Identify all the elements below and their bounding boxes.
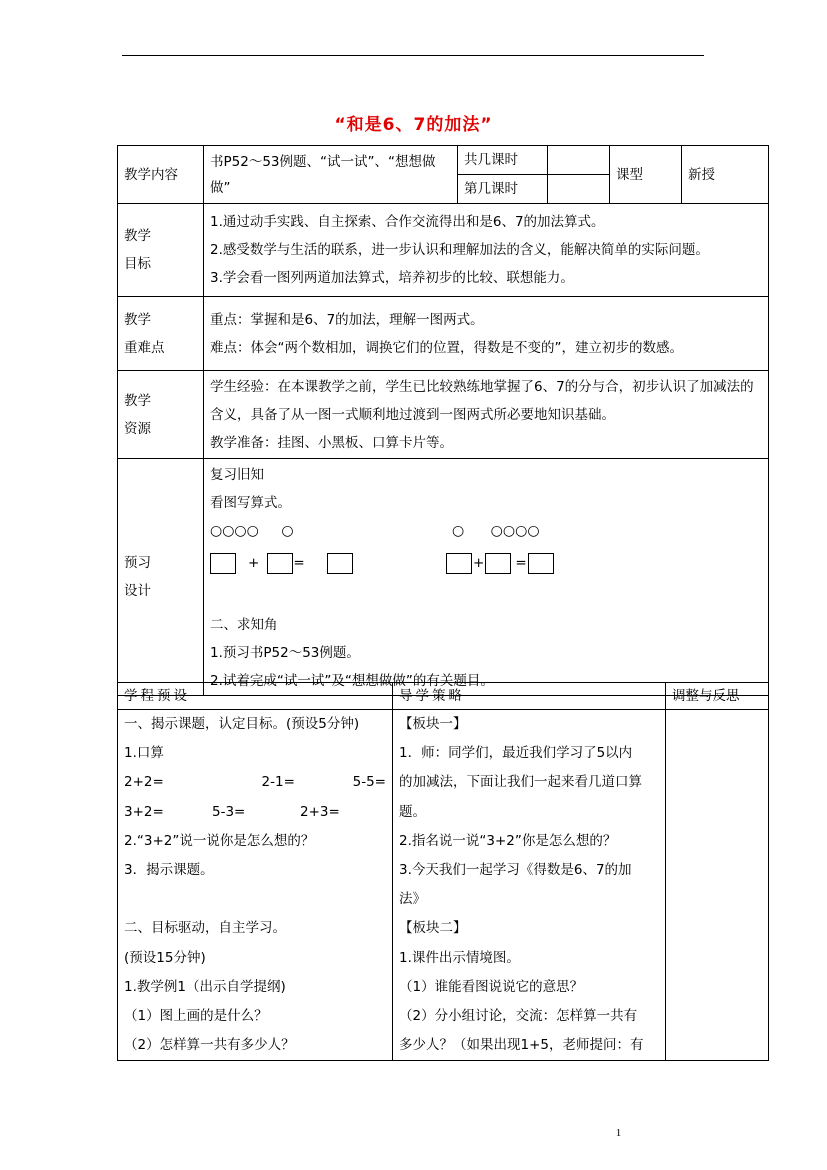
- question-line: 3．揭示课题。: [124, 862, 214, 879]
- goal-line: 3.学会看一图列两道加法算式，培养初步的比较、联想能力。: [210, 270, 574, 286]
- answer-box[interactable]: [267, 553, 293, 574]
- which-hour-label: 第几课时: [458, 175, 548, 204]
- oral-item: 5-5=: [352, 774, 386, 791]
- resources-label: 教学 资源: [118, 371, 204, 459]
- goal-line: 1.通过动手实践、自主探索、合作交流得出和是6、7的加法算式。: [210, 214, 605, 230]
- keypoint-line: 难点：体会“两个数相加，调换它们的位置，得数是不变的”，建立初步的数感。: [210, 339, 683, 356]
- type-label: 课型: [610, 146, 682, 204]
- page-number: 1: [615, 1127, 622, 1139]
- resource-line: 学生经验：在本课教学之前，学生已比较熟练地掌握了6、7的分与合，初步认识了加减法的含义，具备了从一图一式顺利地过渡到一图两式所必要地知识基础。: [210, 378, 754, 423]
- preview-instruction: 看图写算式。: [210, 495, 291, 511]
- left-equation: [210, 549, 353, 577]
- strategy-line: 法》: [399, 891, 426, 908]
- strategy-line: 2.指名说一说“3+2”你是怎么想的？: [399, 832, 617, 849]
- section-two-heading: 二、求知角: [210, 617, 278, 633]
- answer-box[interactable]: [210, 553, 236, 574]
- which-hour-value: [548, 175, 610, 204]
- oral-calc-heading: 1.口算: [124, 745, 164, 762]
- strategy-line: 多少人？（如果出现1+5，老师提问：有: [399, 1037, 644, 1054]
- plus-sign: +: [248, 555, 260, 571]
- right-circles: ○ ○○○○: [452, 523, 540, 539]
- goal-line: 2.感受数学与生活的联系，进一步认识和理解加法的含义，能解决简单的实际问题。: [210, 242, 709, 258]
- adjustment-column: [666, 710, 769, 1061]
- preview-content: [204, 459, 769, 696]
- type-value: 新授: [682, 146, 769, 204]
- answer-box[interactable]: [528, 553, 554, 574]
- strategy-line: （2）分小组讨论，交流：怎样算一共有: [399, 1008, 638, 1025]
- total-hours-value: [548, 146, 610, 175]
- total-hours-label: 共几课时: [458, 146, 548, 175]
- preview-heading: 复习旧知: [210, 467, 264, 483]
- goals-label: 教学 目标: [118, 204, 204, 297]
- strategy-line: 1．师：同学们，最近我们学习了5以内: [399, 745, 633, 762]
- process-right-column: [393, 710, 666, 1061]
- keypoints-content: [204, 297, 769, 371]
- preview-item: 2.试着完成“试一试”及“想想做做”的有关题目。: [210, 673, 494, 689]
- equals-sign: =: [293, 555, 305, 571]
- oral-row: [124, 768, 386, 797]
- block-two-heading: 【板块二】: [399, 920, 467, 937]
- preview-item: 1.预习书P52～53例题。: [210, 645, 360, 661]
- resource-line: 教学准备：挂图、小黑板、口算卡片等。: [210, 434, 453, 451]
- oral-item: 2+2=: [124, 774, 164, 791]
- document-title: “和是6、7的加法”: [334, 115, 493, 135]
- block-one-heading: 【板块一】: [399, 716, 467, 732]
- header-rule: [122, 55, 704, 56]
- goals-content: [204, 204, 769, 297]
- example-heading: 1.教学例1（出示自学提纲): [124, 978, 286, 995]
- section-two-time: (预设15分钟): [124, 949, 206, 966]
- left-circles: ○○○○ ○: [210, 523, 294, 539]
- keypoints-label: 教学 重难点: [118, 297, 204, 371]
- example-question: （1）图上画的是什么？: [124, 1008, 268, 1025]
- answer-box[interactable]: [327, 553, 353, 574]
- strategy-line: （1）谁能看图说说它的意思？: [399, 978, 584, 995]
- right-equation: [446, 549, 554, 577]
- strategy-line: 1.课件出示情境图。: [399, 949, 520, 966]
- section-one-heading: 一、揭示课题，认定目标。(预设5分钟): [124, 716, 360, 732]
- process-left-column: [118, 710, 393, 1061]
- oral-item: 2-1=: [261, 774, 295, 791]
- strategy-line: 题。: [399, 803, 426, 820]
- keypoint-line: 重点：掌握和是6、7的加法，理解一图两式。: [210, 311, 484, 328]
- lesson-info-table: [117, 145, 769, 696]
- strategy-line: 的加减法，下面让我们一起来看几道口算: [399, 774, 642, 791]
- picture-exercise: [210, 517, 762, 617]
- resources-content: [204, 371, 769, 459]
- process-col3-header: 调整与反思: [666, 683, 769, 710]
- question-line: 2.“3+2”说一说你是怎么想的？: [124, 832, 315, 849]
- oral-item: 3+2=: [124, 803, 164, 820]
- process-col2-header: 导学策略: [393, 683, 666, 710]
- equals-sign: =: [515, 555, 527, 571]
- content-label: 教学内容: [118, 146, 204, 204]
- section-two-heading: 二、目标驱动，自主学习。: [124, 920, 286, 937]
- preview-label: 预习 设计: [118, 459, 204, 696]
- oral-row: [124, 798, 386, 827]
- oral-item: 5-3=: [212, 803, 246, 820]
- process-col1-header: 学程预设: [118, 683, 393, 710]
- content-value: 书P52～53例题、“试一试”、“想想做做”: [204, 146, 458, 204]
- plus-sign: +: [473, 555, 485, 571]
- lesson-process-table: [117, 682, 769, 1061]
- oral-item: 2+3=: [300, 803, 340, 820]
- example-question: （2）怎样算一共有多少人？: [124, 1037, 295, 1054]
- strategy-line: 3.今天我们一起学习《得数是6、7的加: [399, 862, 632, 879]
- answer-box[interactable]: [485, 553, 511, 574]
- answer-box[interactable]: [446, 553, 472, 574]
